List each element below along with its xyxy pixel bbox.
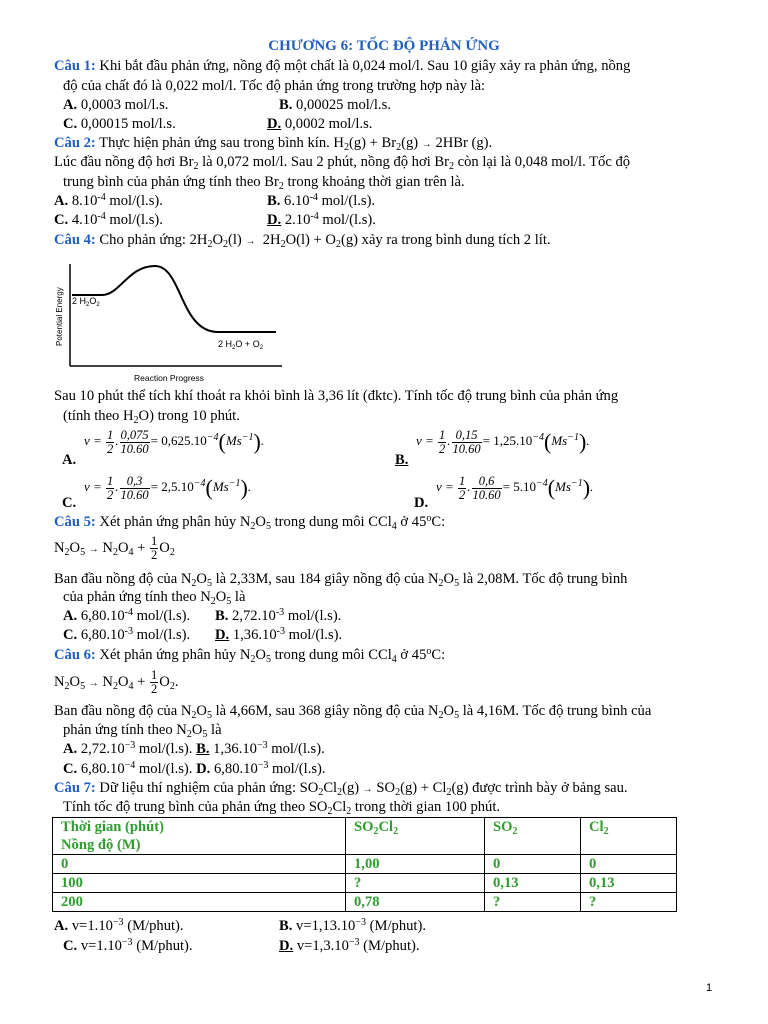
- energy-diagram: [50, 262, 290, 386]
- question-2-text-2: trung bình của phản ứng tính theo $Br_2$ trong khoảng thời gian trên là.: [63, 174, 465, 192]
- q4-option-c-formula[interactable]: v = $\frac{1}{2}$ . $\frac{0,3}{10.60}$ = $2,5.10^{-4}(Ms^{-1})$.: [84, 473, 252, 502]
- table-header: $Cl_2$: [581, 818, 677, 855]
- x-axis-label: Reaction Progress: [134, 373, 204, 383]
- q6-options-cd[interactable]: C. $6,80.10^{-4}$ mol/(l.s). D. $6,80.10^{-3}$ mol/(l.s).: [63, 760, 326, 777]
- q4-option-d-label[interactable]: D.: [414, 495, 429, 511]
- question-4: Câu 4: Cho phản ứng: $2H_2O_2(l) \to 2H_2O(l) + O_2(g)$ xảy ra trong bình dung tích 2 lít.: [54, 232, 551, 250]
- q2-option-b[interactable]: B. $6.10^{-4}$ mol/(l.s).: [267, 192, 376, 209]
- question-1-text: độ của chất đó là 0,022 mol/l. Tốc độ phản ứng trong trường hợp này là:: [63, 78, 486, 94]
- q4-option-b-label[interactable]: B.: [395, 452, 409, 468]
- q2-option-a[interactable]: A. $8.10^{-4}$ mol/(l.s).: [54, 192, 163, 209]
- q2-option-c[interactable]: C. $4.10^{-4}$ mol/(l.s).: [54, 211, 163, 228]
- q4-option-c-label[interactable]: C.: [62, 495, 77, 511]
- question-5: Câu 5: Xét phản ứng phân hủy $N_2O_5$ trong dung môi CCl$_4$ ở 45$^o$C:: [54, 513, 446, 532]
- q5-option-d[interactable]: D. $1,36.10^{-3}$ mol/(l.s).: [215, 626, 343, 643]
- product-label: 2 $H_2O + O_2$: [218, 339, 264, 351]
- question-2-text: Lúc đầu nồng độ hơi $Br_2$ là 0,072 mol/l. Sau 2 phút, nồng độ hơi $Br_2$ còn lại là 0,048 mol/l. Tốc độ: [54, 154, 631, 172]
- table-header: Thời gian (phút) Nồng độ (M): [53, 818, 346, 855]
- q6-options-ab[interactable]: A. $2,72.10^{-3}$ mol/(l.s). B. $1,36.10^{-3}$ mol/(l.s).: [63, 740, 325, 757]
- question-1: Câu 1: Khi bắt đầu phản ứng, nồng độ một chất là 0,024 mol/l. Sau 10 giây xảy ra phản ứng, nồng: [54, 58, 631, 74]
- q5-option-c[interactable]: C. $6,80.10^{-3}$ mol/(l.s).: [63, 626, 191, 643]
- q7-option-c[interactable]: C. $v=1.10^{-3}$ (M/phut).: [63, 937, 193, 954]
- question-5-text-2: của phản ứng tính theo $N_2O_5$ là: [63, 589, 246, 607]
- q7-option-b[interactable]: B. $v=1,13.10^{-3}$ (M/phut).: [279, 917, 426, 934]
- table-row: 200 0,78 ? ?: [53, 893, 677, 912]
- table-header: $SO_2Cl_2$: [346, 818, 485, 855]
- question-7: Câu 7: Dữ liệu thí nghiệm của phản ứng: $SO_2Cl_2(g) \to SO_2(g) + Cl_2(g)$ được trình bày ở bảng sau.: [54, 780, 628, 798]
- data-table: [52, 817, 677, 912]
- question-6-text: Ban đầu nồng độ của $N_2O_5$ là 4,66M, sau 368 giây nồng độ của $N_2O_5$ là 4,16M. Tốc độ trung bình của: [54, 703, 652, 721]
- q1-option-b[interactable]: B. 0,00025 mol/l.s.: [279, 97, 391, 113]
- q4-option-a-formula[interactable]: v = $\frac{1}{2}$ . $\frac{0,075}{10.60}$ = $0,625.10^{-4}(Ms^{-1})$.: [84, 427, 265, 456]
- table-header-row: [53, 818, 677, 855]
- question-4-text-2: (tính theo $H_2O$) trong 10 phút.: [63, 408, 240, 426]
- q4-option-d-formula[interactable]: v = $\frac{1}{2}$ . $\frac{0,6}{10.60}$ = $5.10^{-4}(Ms^{-1})$.: [436, 473, 594, 502]
- table-row: 0 1,00 0 0: [53, 855, 677, 874]
- q4-option-a-label[interactable]: A.: [62, 452, 77, 468]
- energy-curve: [72, 266, 276, 332]
- question-6-text-2: phản ứng tính theo $N_2O_5$ là: [63, 722, 222, 740]
- page-title: CHƯƠNG 6: TỐC ĐỘ PHẢN ỨNG: [268, 38, 500, 54]
- table-header: $SO_2$: [485, 818, 581, 855]
- question-7-text: Tính tốc độ trung bình của phản ứng theo $SO_2Cl_2$ trong thời gian 100 phút.: [63, 799, 501, 817]
- question-5-text: Ban đầu nồng độ của $N_2O_5$ là 2,33M, sau 184 giây nồng độ của $N_2O_5$ là 2,08M. Tốc độ trung bình: [54, 571, 628, 589]
- y-axis-label: Potential Energy: [55, 287, 64, 346]
- q7-option-a[interactable]: A. $v=1.10^{-3}$ (M/phut).: [54, 917, 184, 934]
- q2-option-d[interactable]: D. $2.10^{-4}$ mol/(l.s).: [267, 211, 376, 228]
- reactant-label: 2 $H_2O_2$: [72, 296, 100, 308]
- q7-option-d[interactable]: D. $v=1,3.10^{-3}$ (M/phut).: [279, 937, 420, 954]
- q4-option-b-formula[interactable]: v = $\frac{1}{2}$ . $\frac{0,15}{10.60}$ = $1,25.10^{-4}(Ms^{-1})$.: [416, 427, 590, 456]
- page-number: 1: [706, 982, 713, 994]
- q5-equation: $N_2O_5 \to N_2O_4$ + $\frac{1}{2}$ $O_2$: [54, 534, 175, 563]
- table-row: 100 ? 0,13 0,13: [53, 874, 677, 893]
- q6-equation: $N_2O_5 \to N_2O_4$ + $\frac{1}{2}$ $O_2$.: [54, 668, 179, 697]
- q1-option-d[interactable]: D. 0,0002 mol/l.s.: [267, 116, 373, 132]
- q1-option-a[interactable]: A. 0,0003 mol/l.s.: [63, 97, 169, 113]
- q1-option-c[interactable]: C. 0,00015 mol/l.s.: [63, 116, 176, 132]
- question-6: Câu 6: Xét phản ứng phân hủy $N_2O_5$ trong dung môi CCl$_4$ ở 45$^o$C:: [54, 646, 446, 665]
- question-2: Câu 2: Thực hiện phản ứng sau trong bình kín. $H_2(g) + Br_2(g) \to 2HBr$ (g).: [54, 135, 493, 153]
- q5-option-a[interactable]: A. $6,80.10^{-4}$ mol/(l.s).: [63, 607, 191, 624]
- question-4-text: Sau 10 phút thể tích khí thoát ra khỏi bình là 3,36 lít (đktc). Tính tốc độ trung bình của phản ứng: [54, 388, 619, 404]
- q5-option-b[interactable]: B. $2,72.10^{-3}$ mol/(l.s).: [215, 607, 342, 624]
